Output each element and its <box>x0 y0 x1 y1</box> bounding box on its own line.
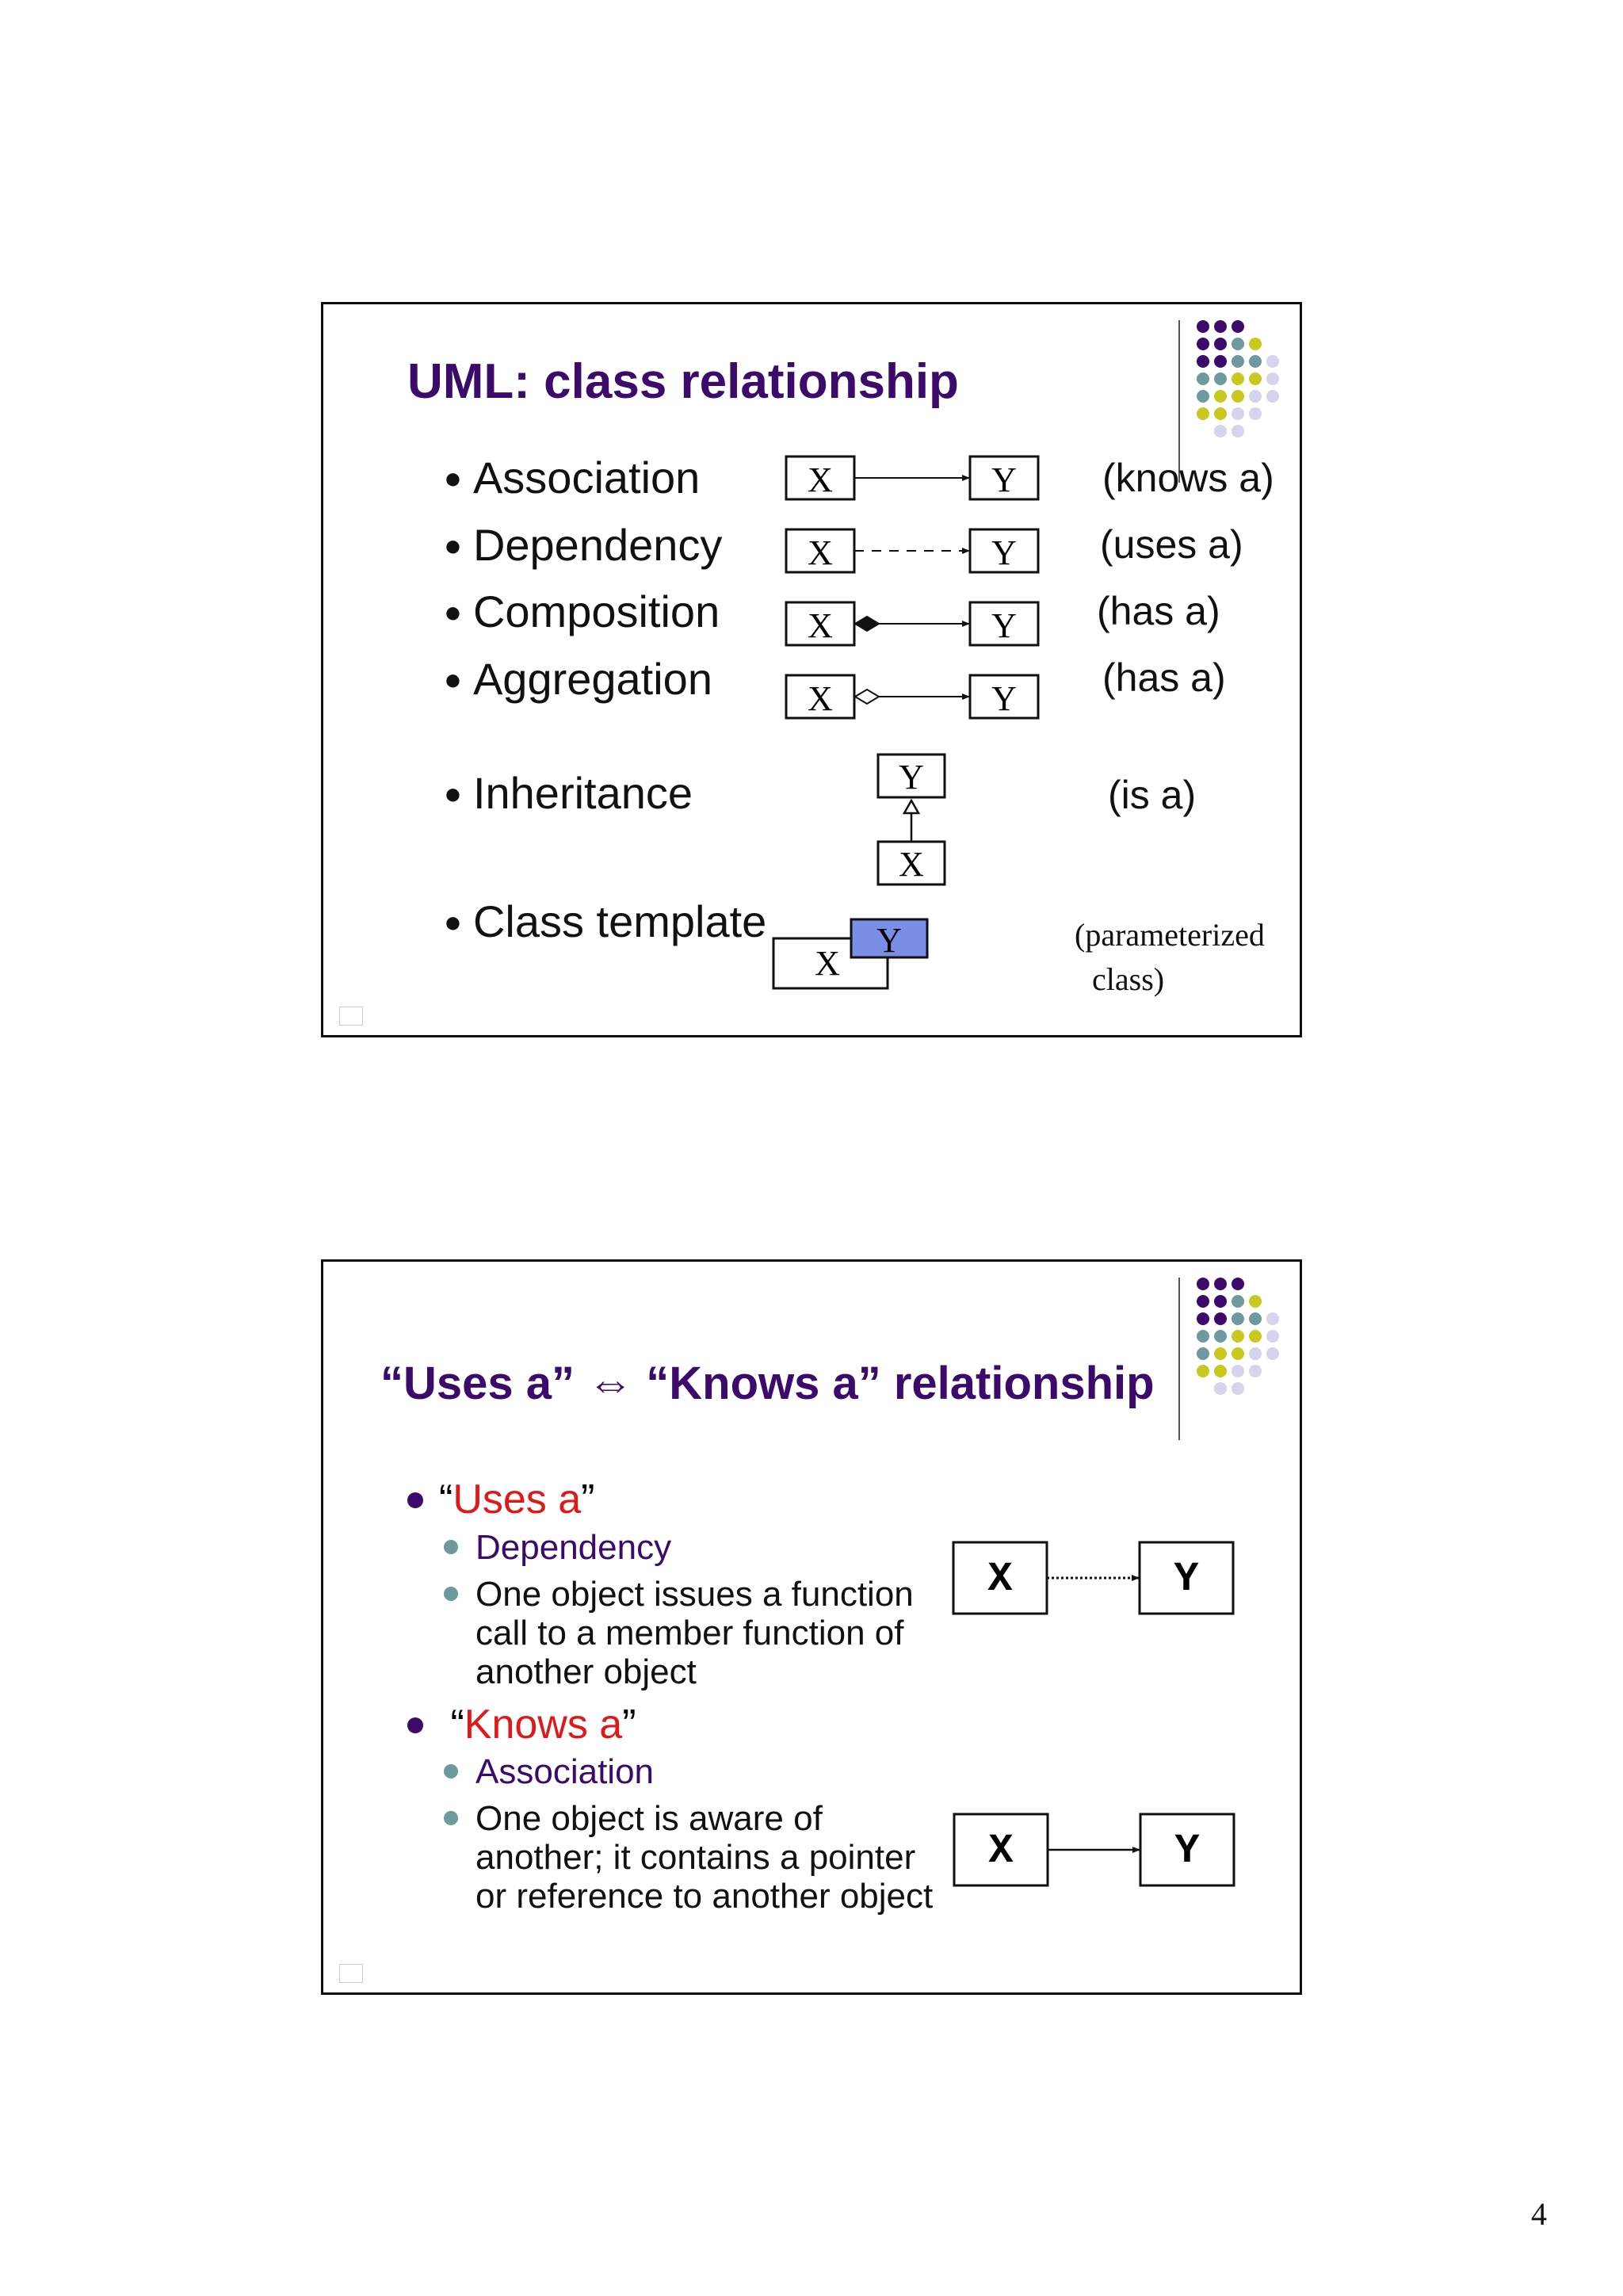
template-y-label: Y <box>876 921 902 960</box>
dep-y-label: Y <box>991 533 1017 572</box>
assoc-x-label: X <box>808 460 833 499</box>
uses-x-label: X <box>987 1556 1013 1603</box>
dep-x-label: X <box>808 533 833 572</box>
inherit-y-label: Y <box>899 758 924 797</box>
relation-class: class) <box>1092 961 1165 997</box>
bullet-dependency: ● Dependency <box>444 520 723 570</box>
relation-is-a: (is a) <box>1108 773 1197 817</box>
relation-has-a-composition: (has a) <box>1097 589 1220 633</box>
bullet-knows-a: “Knows a” <box>407 1701 636 1748</box>
comp-y-label: Y <box>991 606 1017 645</box>
bullet-aggregation: ● Aggregation <box>444 654 712 704</box>
sub-knows-description: One object is aware of another; it contains a pointer or reference to another object <box>444 1799 933 1916</box>
knows-y-label: Y <box>1174 1828 1200 1874</box>
slide-uses-knows-relationship <box>321 1259 1302 1995</box>
uses-y-label: Y <box>1174 1556 1199 1603</box>
bullet-uses-a: “Uses a” <box>407 1476 595 1523</box>
slide-title: UML: class relationship <box>407 354 959 409</box>
comp-x-label: X <box>808 606 833 645</box>
bullet-class-template: ● Class template <box>444 896 767 946</box>
slide-corner-mark <box>339 1007 363 1026</box>
class-template-boxes <box>323 304 1302 1037</box>
bullet-inheritance: ● Inheritance <box>444 768 693 818</box>
page-number: 4 <box>1531 2196 1547 2232</box>
sub-dependency: Dependency <box>444 1528 671 1567</box>
relation-has-a-aggregation: (has a) <box>1102 655 1226 700</box>
bullet-association: ● Association <box>444 453 701 502</box>
slide-title: “Uses a” ⇔ “Knows a” relationship <box>380 1358 1155 1409</box>
uses-knows-diagrams <box>323 1262 1302 1995</box>
knows-x-label: X <box>988 1828 1014 1874</box>
bullet-composition: ● Composition <box>444 586 720 636</box>
assoc-y-label: Y <box>991 460 1017 499</box>
sub-association: Association <box>444 1752 654 1791</box>
inherit-x-label: X <box>899 845 924 884</box>
relation-uses-a: (uses a) <box>1100 522 1243 567</box>
sub-uses-description: One object issues a function call to a member function of another object <box>444 1575 914 1691</box>
relation-knows-a: (knows a) <box>1102 456 1274 500</box>
template-x-label: X <box>815 944 840 983</box>
agg-x-label: X <box>808 679 833 718</box>
agg-y-label: Y <box>991 679 1017 718</box>
slide-uml-class-relationship <box>321 302 1302 1037</box>
slide-corner-mark <box>339 1964 363 1983</box>
relation-parameterized: (parameterized <box>1075 917 1265 953</box>
